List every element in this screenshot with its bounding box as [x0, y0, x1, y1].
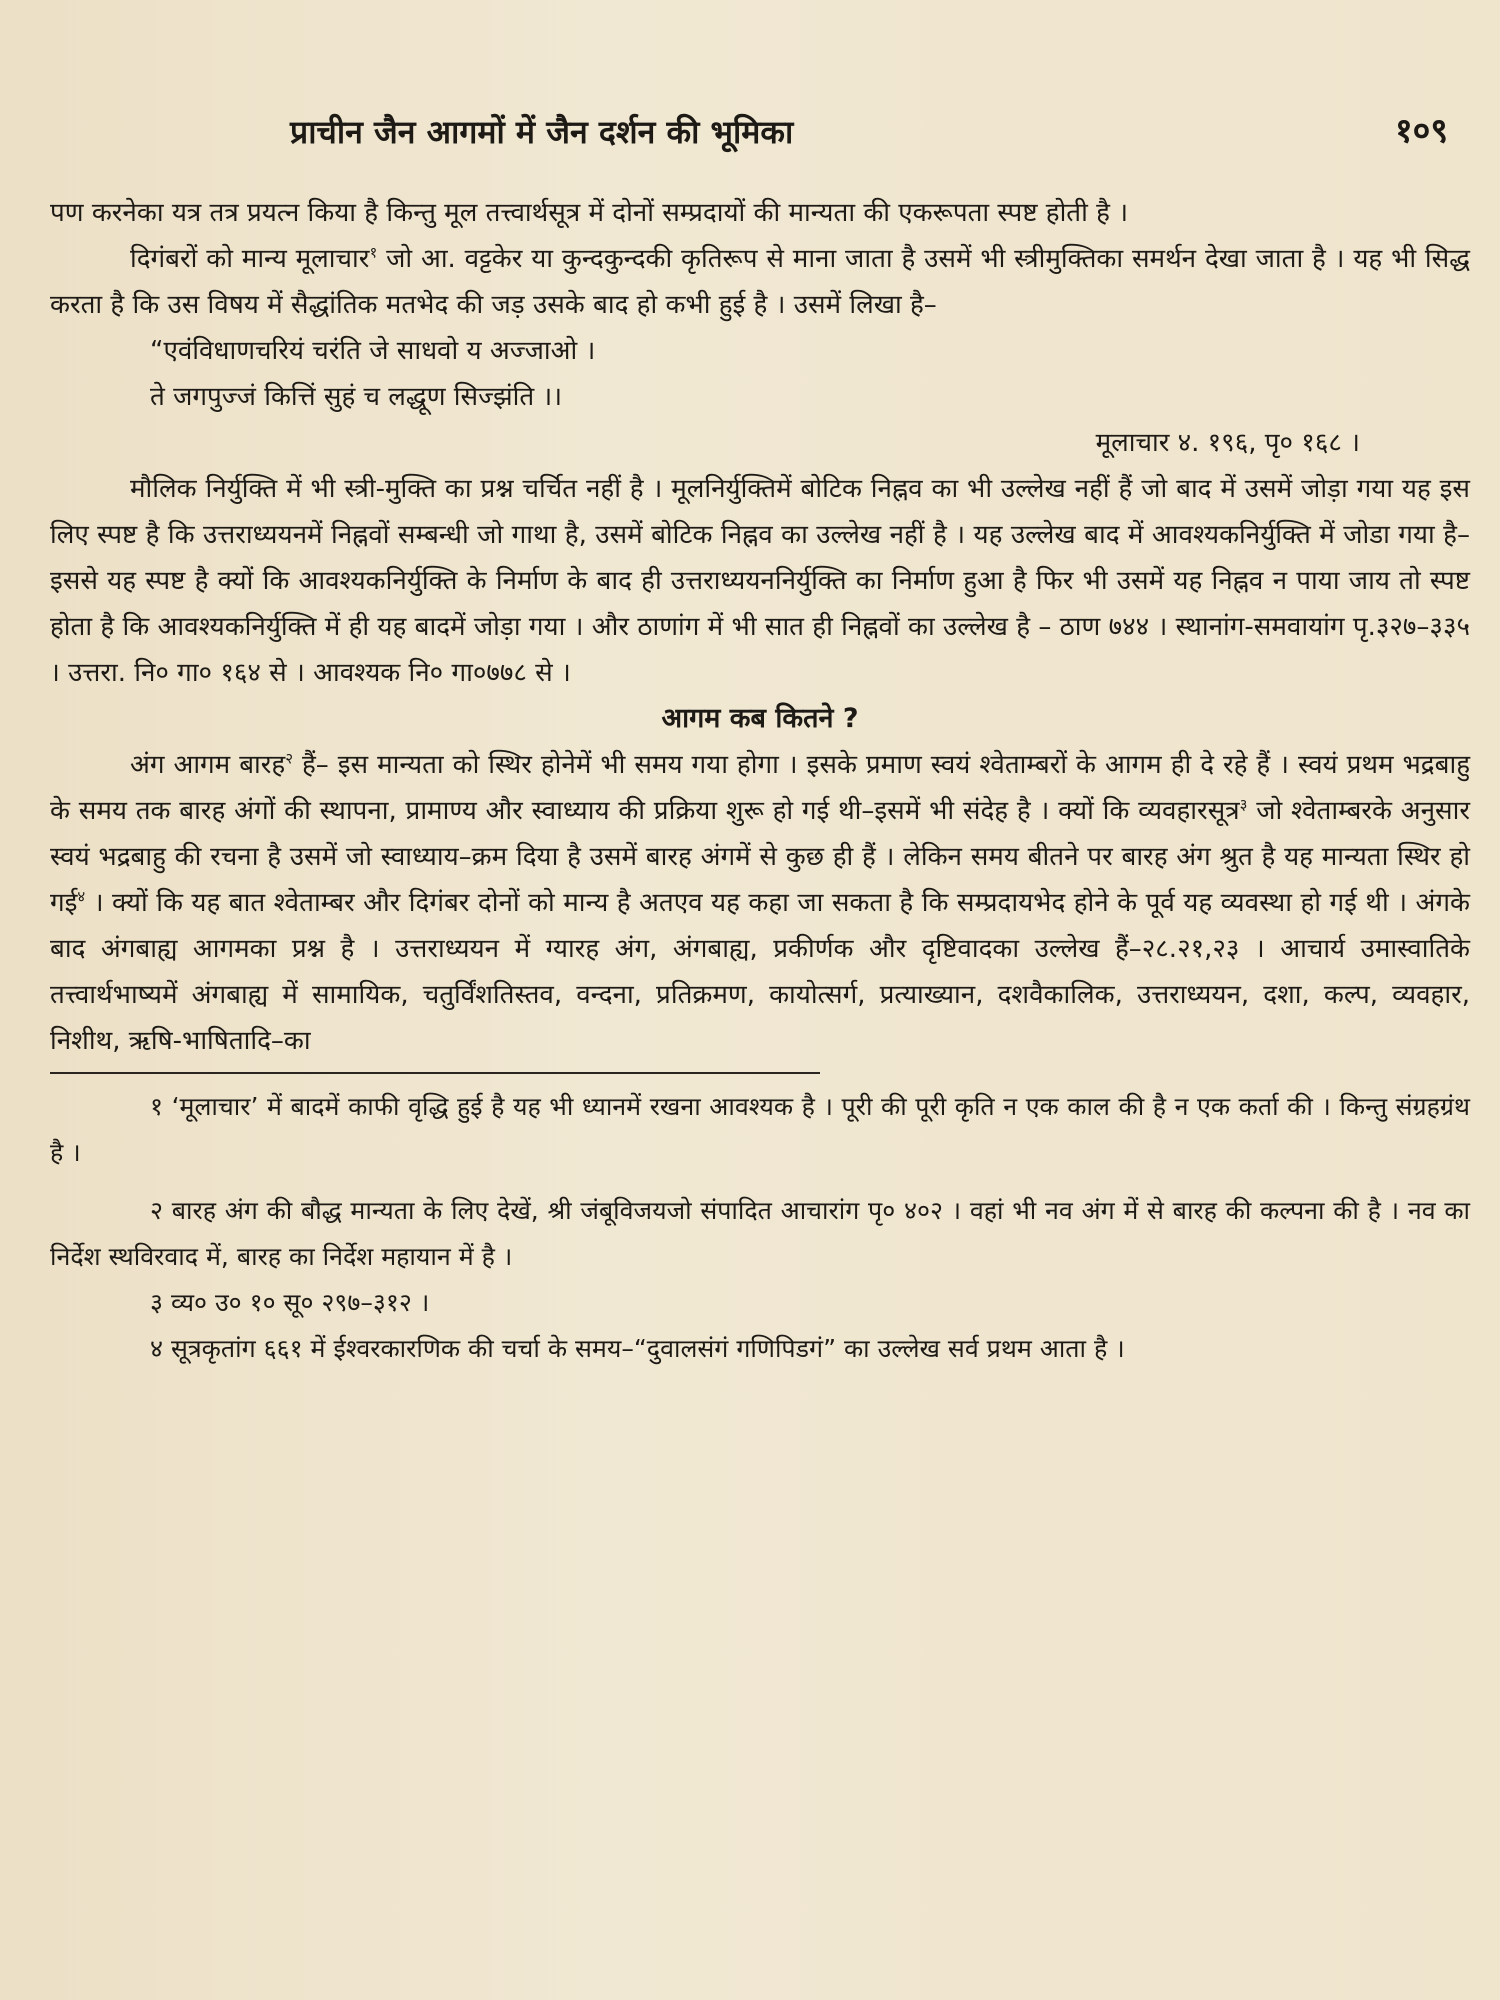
paragraph-text: दिगंबरों को मान्य मूलाचार	[130, 244, 370, 274]
footnote-ref-3: ३	[1239, 795, 1248, 814]
paragraph-niryukti: मौलिक निर्युक्ति में भी स्त्री-मुक्ति का प्रश्न चर्चित नहीं है । मूलनिर्युक्तिमें बोटिक निह्नव का भी उल्लेख नहीं हैं जो बाद में उसमें जोड़ा गया यह इस लिए स्पष्ट है कि उत्तराध्ययनमें निह्नवों सम्बन्धी जो गाथा है, उसमें बोटिक निह्नव का उल्लेख नहीं है । यह उल्लेख बाद में आवश्यकनिर्युक्ति में जोडा गया है–इससे यह स्पष्ट है क्यों कि आवश्यकनिर्युक्ति के निर्माण के बाद ही उत्तराध्ययननिर्युक्ति का निर्माण हुआ है फिर भी उसमें यह निह्नव न पाया जाय तो स्पष्ट होता है कि आवश्यकनिर्युक्ति में ही यह बादमें जोड़ा गया । और ठाणांग में भी सात ही निह्नवों का उल्लेख है – ठाण ७४४ । स्थानांग-समवायांग पृ.३२७–३३५ । उत्तरा. नि० गा० १६४ से । आवश्यक नि० गा०७७८ से ।	[50, 474, 1470, 688]
footnote-1: १ ‘मूलाचार’ में बादमें काफी वृद्धि हुई है यह भी ध्यानमें रखना आवश्यक है । पूरी की पूरी कृति न एक काल की है न एक कर्ता की । किन्तु संग्रहग्रंथ है ।	[50, 1092, 1470, 1167]
paragraph-continuation: पण करनेका यत्र तत्र प्रयत्न किया है किन्तु मूल तत्त्वार्थसूत्र में दोनों सम्प्रदायों की मान्यता की एकरूपता स्पष्ट होती है ।	[50, 198, 1129, 228]
page-number: १०९	[1394, 111, 1448, 151]
verse-line-1: “एवंविधाणचरियं चरंति जे साधवो य अज्जाओ ।	[150, 336, 596, 366]
paragraph-text: हैं– इस मान्यता को स्थिर होनेमें भी समय गया होगा । इसके प्रमाण स्वयं श्वेताम्बरों के आगम ही दे रहे हैं । स्वयं प्रथम भद्रबाहु के समय तक बारह अंगों की स्थापना, प्रामाण्य और स्वाध्याय की प्रक्रिया शुरू हो गई थी–इसमें भी संदेह है । क्यों कि व्यवहारसूत्र	[50, 750, 1470, 826]
paragraph-text: जो आ. वट्टकेर या कुन्दकुन्दकी कृतिरूप से माना जाता है उसमें भी स्त्रीमुक्तिका समर्थन देखा जाता है । यह भी सिद्ध करता है कि उस विषय में सैद्धांतिक मतभेद की जड़ उसके बाद हो कभी हुई है । उसमें लिखा है–	[50, 244, 1471, 320]
page-header	[0, 100, 1500, 150]
footnote-ref-1: १	[369, 243, 378, 262]
running-title: प्राचीन जैन आगमों में जैन दर्शन की भूमिका	[290, 113, 794, 151]
footnote-ref-4: ४	[77, 887, 86, 906]
verse-line-2: ते जगपुज्जं कित्तिं सुहं च लद्धूण सिज्झंति ।।	[150, 382, 563, 412]
paragraph-text: अंग आगम बारह	[130, 750, 286, 780]
footnote-ref-2: २	[285, 749, 294, 768]
footnote-2: २ बारह अंग की बौद्ध मान्यता के लिए देखें, श्री जंबूविजयजो संपादित आचारांग पृ० ४०२ । वहां भी नव अंग में से बारह की कल्पना की है । नव का निर्देश स्थविरवाद में, बारह का निर्देश महायान में है ।	[50, 1196, 1470, 1271]
paragraph-text: । क्यों कि यह बात श्वेताम्बर और दिगंबर दोनों को मान्य है अतएव यह कहा जा सकता है कि सम्प्रदायभेद होने के पूर्व यह व्यवस्था हो गई थी । अंगके बाद अंगबाह्य आगमका प्रश्न है । उत्तराध्ययन में ग्यारह अंग, अंगबाह्य, प्रकीर्णक और दृष्टिवादका उल्लेख हैं–२८.२१,२३ । आचार्य उमास्वातिके तत्त्वार्थभाष्यमें अंगबाह्य में सामायिक, चतुर्विंशतिस्तव, वन्दना, प्रतिक्रमण, कायोत्सर्ग, प्रत्याख्यान, दशवैकालिक, उत्तराध्ययन, दशा, कल्प, व्यवहार, निशीथ, ऋषि-भाषितादि–का	[50, 888, 1470, 1056]
paragraph-agama	[50, 742, 1470, 1064]
page-body	[50, 190, 1470, 1372]
footnote-4: ४ सूत्रकृतांग ६६१ में ईश्वरकारणिक की चर्चा के समय–“दुवालसंगं गणिपिडगं” का उल्लेख सर्व प्रथम आता है ।	[150, 1334, 1125, 1363]
footnote-3: ३ व्य० उ० १० सू० २९७–३१२ ।	[150, 1288, 430, 1317]
paragraph-text: जो श्वेताम्बरके अनुसार स्वयं भद्रबाहु की रचना है उसमें जो स्वाध्याय–क्रम दिया है उसमें बारह अंगमें से कुछ ही हैं । लेकिन समय बीतने पर बारह अंग श्रुत है यह मान्यता स्थिर हो गई	[50, 796, 1470, 918]
paragraph-mulachar	[50, 236, 1470, 328]
footnote-divider	[50, 1072, 820, 1074]
verse-citation: मूलाचार ४. १९६, पृ० १६८ ।	[1095, 428, 1360, 458]
section-heading: आगम कब कितने ?	[661, 703, 859, 734]
